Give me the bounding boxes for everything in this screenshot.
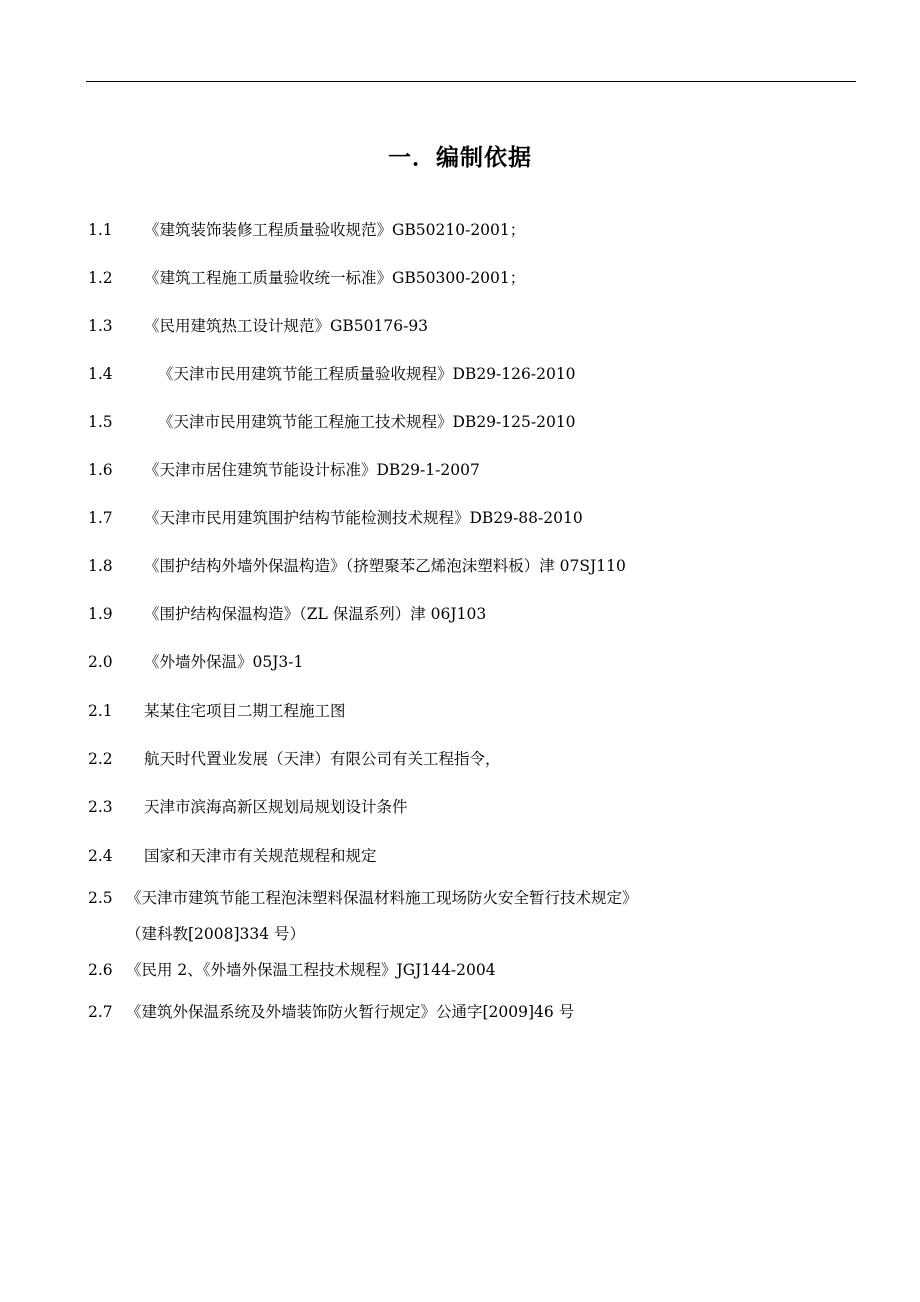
reference-text: 《天津市居住建筑节能设计标准》DB29-1-2007	[144, 461, 480, 479]
reference-number: 1.3	[88, 317, 113, 335]
reference-number: 1.6	[88, 461, 113, 479]
reference-number: 2.5	[88, 889, 113, 907]
reference-item-1-1	[88, 216, 525, 244]
reference-item-1-3	[88, 312, 428, 340]
reference-item-2-4	[88, 842, 377, 870]
reference-text: 某某住宅项目二期工程施工图	[144, 702, 346, 720]
reference-item-2-0	[88, 648, 303, 676]
reference-text: 《天津市建筑节能工程泡沫塑料保温材料施工现场防火安全暂行技术规定》	[126, 889, 638, 907]
reference-text: 国家和天津市有关规范规程和规定	[144, 847, 377, 865]
reference-item-2-7	[88, 998, 574, 1026]
reference-item-1-9	[88, 600, 486, 628]
page-title: 一．编制依据	[388, 145, 532, 171]
reference-item-1-6	[88, 456, 480, 484]
reference-item-2-5	[88, 884, 638, 912]
reference-text: 《天津市民用建筑节能工程施工技术规程》DB29-125-2010	[158, 413, 576, 431]
reference-text: 《建筑装饰装修工程质量验收规范》GB50210-2001；	[144, 221, 526, 239]
reference-text: 《建筑工程施工质量验收统一标准》GB50300-2001；	[144, 269, 526, 287]
reference-number: 1.2	[88, 269, 113, 287]
reference-item-2-1	[88, 697, 346, 725]
reference-number: 1.4	[88, 365, 113, 383]
reference-text: 天津市滨海高新区规划局规划设计条件	[144, 798, 408, 816]
reference-item-2-6	[88, 956, 496, 984]
reference-item-1-2	[88, 264, 525, 292]
reference-text: 航天时代置业发展（天津）有限公司有关工程指令，	[144, 750, 501, 768]
reference-number: 2.7	[88, 1003, 113, 1021]
reference-item-1-8	[88, 552, 626, 580]
reference-number: 1.9	[88, 605, 113, 623]
reference-number: 2.2	[88, 750, 113, 768]
reference-number: 2.3	[88, 798, 113, 816]
header-rule	[86, 81, 856, 82]
reference-text: 《天津市民用建筑围护结构节能检测技术规程》DB29-88-2010	[144, 509, 583, 527]
reference-number: 2.4	[88, 847, 113, 865]
reference-item-2-2	[88, 745, 501, 773]
reference-text: 《建筑外保温系统及外墙装饰防火暂行规定》公通字[2009]46 号	[126, 1003, 575, 1021]
reference-number: 2.0	[88, 653, 113, 671]
reference-item-1-5	[88, 408, 576, 436]
reference-text: 《民用建筑热工设计规范》GB50176-93	[144, 317, 429, 335]
reference-item-2-5-continuation: （建科教[2008]334 号）	[126, 925, 306, 943]
reference-number: 1.5	[88, 413, 113, 431]
reference-text: 《围护结构外墙外保温构造》（挤塑聚苯乙烯泡沫塑料板）津 07SJ110	[144, 557, 626, 575]
reference-number: 1.8	[88, 557, 113, 575]
reference-text: 《外墙外保温》05J3-1	[144, 653, 304, 671]
reference-number: 1.7	[88, 509, 113, 527]
reference-number: 2.1	[88, 702, 113, 720]
reference-text: 《围护结构保温构造》（ZL 保温系列）津 06J103	[144, 605, 487, 623]
reference-item-1-4	[88, 360, 576, 388]
reference-item-2-3	[88, 793, 408, 821]
reference-number: 2.6	[88, 961, 113, 979]
reference-text: 《民用 2、《外墙外保温工程技术规程》JGJ144-2004	[126, 961, 496, 979]
reference-item-1-7	[88, 504, 583, 532]
reference-text: 《天津市民用建筑节能工程质量验收规程》DB29-126-2010	[158, 365, 576, 383]
reference-number: 1.1	[88, 221, 113, 239]
